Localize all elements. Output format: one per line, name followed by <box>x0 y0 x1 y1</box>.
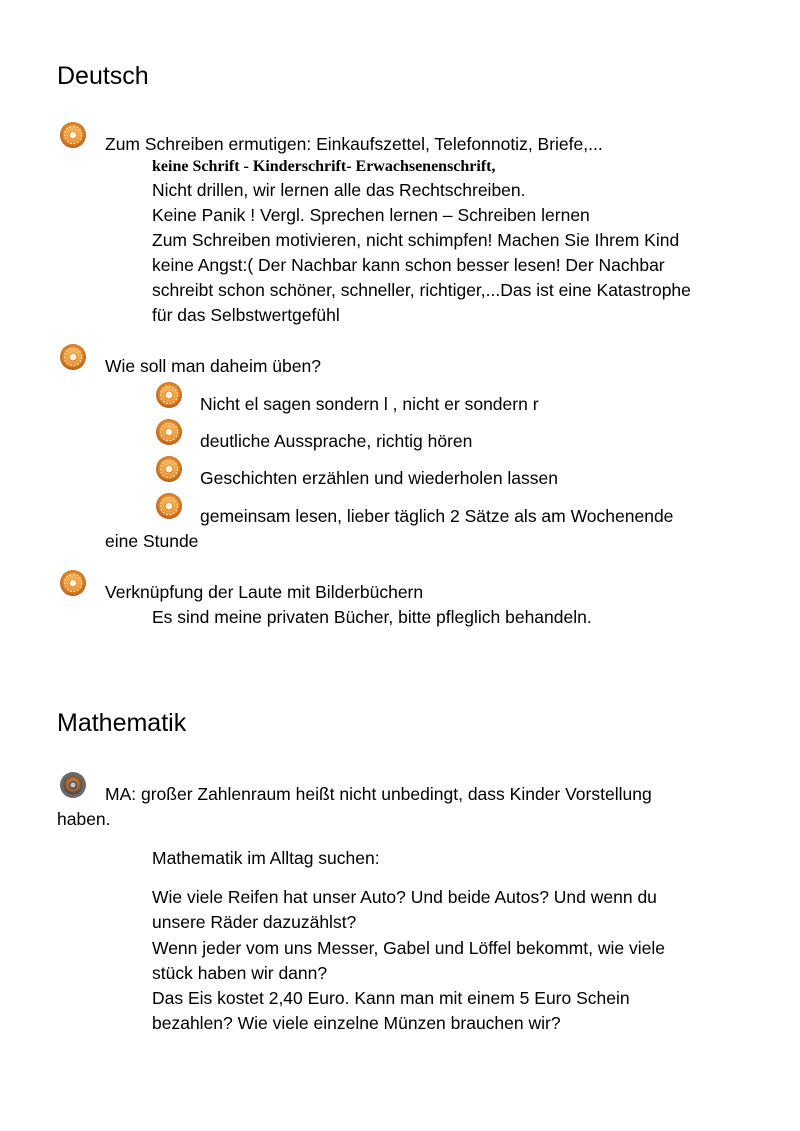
flower-bullet-icon <box>155 418 183 446</box>
text-line: Wie soll man daheim üben? <box>105 356 321 376</box>
text-line: Nicht drillen, wir lernen alle das Rechtschreiben. <box>152 180 526 200</box>
list-item: Geschichten erzählen und wiederholen lassen <box>200 468 559 488</box>
flower-bullet-icon <box>155 381 183 409</box>
text-line: Das Eis kostet 2,40 Euro. Kann man mit einem 5 Euro Schein <box>152 988 630 1008</box>
text-line: unsere Räder dazuzählst? <box>152 912 357 932</box>
text-line: Mathematik im Alltag suchen: <box>152 848 380 868</box>
text-line-bold: keine Schrift - Kinderschrift- Erwachsenenschrift, <box>152 158 496 175</box>
text-line: für das Selbstwertgefühl <box>152 305 340 325</box>
flower-bullet-icon <box>155 455 183 483</box>
text-line: eine Stunde <box>105 531 199 551</box>
text-line: Wenn jeder vom uns Messer, Gabel und Löffel bekommt, wie viele <box>152 938 665 958</box>
list-item: Nicht el sagen sondern l , nicht er sondern r <box>200 394 539 414</box>
text-line: Es sind meine privaten Bücher, bitte pfleglich behandeln. <box>152 607 592 627</box>
heading-mathematik: Mathematik <box>57 709 187 737</box>
flower-bullet-icon <box>59 121 87 149</box>
text-line: haben. <box>57 809 111 829</box>
heading-deutsch: Deutsch <box>57 62 149 90</box>
text-line: schreibt schon schöner, schneller, richtiger,...Das ist eine Katastrophe <box>152 280 691 300</box>
flower-bullet-icon <box>59 569 87 597</box>
list-item: gemeinsam lesen, lieber täglich 2 Sätze als am Wochenende <box>200 506 674 526</box>
text-line: stück haben wir dann? <box>152 963 328 983</box>
text-line: Verknüpfung der Laute mit Bilderbüchern <box>105 582 424 602</box>
gear-bullet-icon <box>59 771 87 799</box>
text-line: keine Angst:( Der Nachbar kann schon besser lesen! Der Nachbar <box>152 255 665 275</box>
text-line: Wie viele Reifen hat unser Auto? Und beide Autos? Und wenn du <box>152 887 657 907</box>
flower-bullet-icon <box>59 343 87 371</box>
text-line: Zum Schreiben motivieren, nicht schimpfen! Machen Sie Ihrem Kind <box>152 230 680 250</box>
text-line: bezahlen? Wie viele einzelne Münzen brauchen wir? <box>152 1013 561 1033</box>
flower-bullet-icon <box>155 492 183 520</box>
list-item: deutliche Aussprache, richtig hören <box>200 431 473 451</box>
text-line: Zum Schreiben ermutigen: Einkaufszettel, Telefonnotiz, Briefe,... <box>105 134 603 154</box>
text-line: Keine Panik ! Vergl. Sprechen lernen – Schreiben lernen <box>152 205 590 225</box>
text-line: MA: großer Zahlenraum heißt nicht unbedingt, dass Kinder Vorstellung <box>105 784 652 804</box>
